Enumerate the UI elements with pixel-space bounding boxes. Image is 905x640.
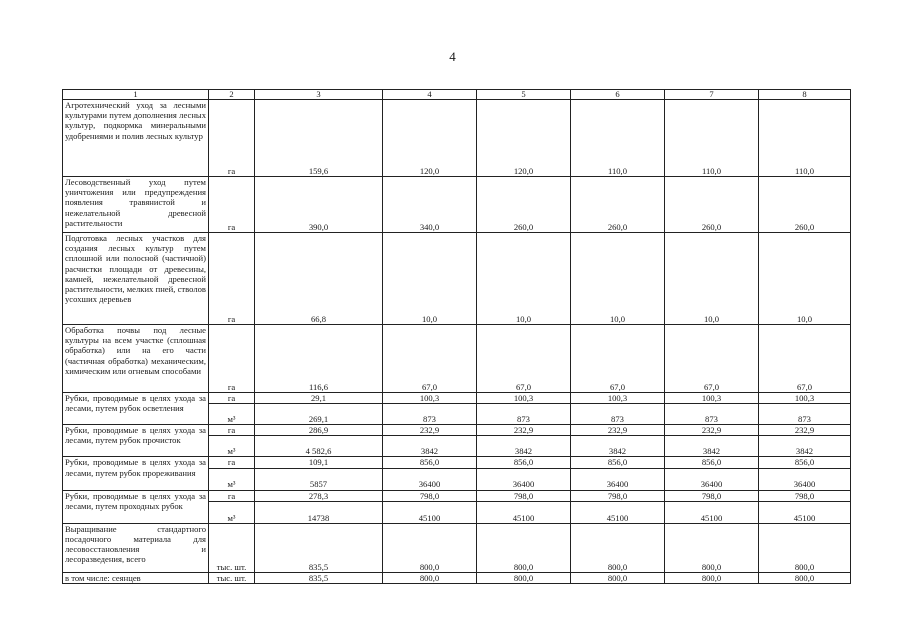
value-cell: 800,0 xyxy=(665,572,759,583)
value-cell: 36400 xyxy=(665,468,759,490)
value-cell: 36400 xyxy=(477,468,571,490)
work-description: Подготовка лесных участков для создания лесных культур путем сплошной или полосной (частичной) расчистки площади от древесины, камней, нежелательной древесной растительности, мелких пней, стволов усохших деревьев xyxy=(63,233,209,325)
value-cell: 800,0 xyxy=(759,572,851,583)
work-description: Лесоводственный уход путем уничтожения или предупреждения появления травянистой и нежелательной древесной растительности xyxy=(63,177,209,233)
value-cell: 260,0 xyxy=(665,177,759,233)
value-cell: 3842 xyxy=(571,436,665,457)
unit-cell: га xyxy=(209,325,255,393)
value-cell: 3842 xyxy=(383,436,477,457)
value-cell: 116,6 xyxy=(255,325,383,393)
value-cell: 4 582,6 xyxy=(255,436,383,457)
value-cell: 800,0 xyxy=(759,523,851,572)
value-cell: 10,0 xyxy=(759,233,851,325)
column-header: 5 xyxy=(477,90,571,100)
value-cell: 856,0 xyxy=(383,457,477,468)
value-cell: 873 xyxy=(477,404,571,425)
value-cell: 110,0 xyxy=(665,100,759,177)
table-row xyxy=(63,572,851,583)
unit-cell: тыс. шт. xyxy=(209,523,255,572)
value-cell: 798,0 xyxy=(383,490,477,501)
value-cell: 798,0 xyxy=(571,490,665,501)
column-header: 2 xyxy=(209,90,255,100)
column-header: 4 xyxy=(383,90,477,100)
table-row xyxy=(63,490,851,501)
table-row xyxy=(63,393,851,404)
value-cell: 232,9 xyxy=(665,425,759,436)
unit-cell: м³ xyxy=(209,501,255,523)
value-cell: 66,8 xyxy=(255,233,383,325)
value-cell: 100,3 xyxy=(383,393,477,404)
value-cell: 800,0 xyxy=(477,572,571,583)
table-row xyxy=(63,325,851,393)
value-cell: 856,0 xyxy=(665,457,759,468)
value-cell: 45100 xyxy=(383,501,477,523)
column-header: 1 xyxy=(63,90,209,100)
value-cell: 798,0 xyxy=(759,490,851,501)
table-row xyxy=(63,177,851,233)
value-cell: 36400 xyxy=(383,468,477,490)
value-cell: 3842 xyxy=(477,436,571,457)
value-cell: 873 xyxy=(571,404,665,425)
value-cell: 260,0 xyxy=(759,177,851,233)
work-description: Агротехнический уход за лесными культурами путем дополнения лесных культур, подкормка минеральными удобрениями и полив лесных культур xyxy=(63,100,209,177)
value-cell: 278,3 xyxy=(255,490,383,501)
value-cell: 159,6 xyxy=(255,100,383,177)
value-cell: 45100 xyxy=(759,501,851,523)
value-cell: 67,0 xyxy=(571,325,665,393)
work-description: в том числе: сеянцев xyxy=(63,572,209,583)
value-cell: 232,9 xyxy=(571,425,665,436)
unit-cell: га xyxy=(209,100,255,177)
value-cell: 67,0 xyxy=(759,325,851,393)
unit-cell: га xyxy=(209,233,255,325)
value-cell: 856,0 xyxy=(759,457,851,468)
value-cell: 340,0 xyxy=(383,177,477,233)
work-description: Выращивание стандартного посадочного материала для лесовосстановления и лесоразведения, всего xyxy=(63,523,209,572)
value-cell: 856,0 xyxy=(477,457,571,468)
value-cell: 29,1 xyxy=(255,393,383,404)
work-description: Обработка почвы под лесные культуры на всем участке (сплошная обработка) или на его части (частичная обработка) механическим, химическим или огневым способами xyxy=(63,325,209,393)
value-cell: 100,3 xyxy=(665,393,759,404)
unit-cell: га xyxy=(209,393,255,404)
value-cell: 45100 xyxy=(571,501,665,523)
value-cell: 856,0 xyxy=(571,457,665,468)
unit-cell: м³ xyxy=(209,436,255,457)
value-cell: 14738 xyxy=(255,501,383,523)
value-cell: 798,0 xyxy=(665,490,759,501)
value-cell: 800,0 xyxy=(571,572,665,583)
header-row xyxy=(63,90,851,100)
unit-cell: га xyxy=(209,457,255,468)
value-cell: 100,3 xyxy=(759,393,851,404)
table-row xyxy=(63,233,851,325)
value-cell: 390,0 xyxy=(255,177,383,233)
value-cell: 800,0 xyxy=(477,523,571,572)
value-cell: 873 xyxy=(665,404,759,425)
value-cell: 109,1 xyxy=(255,457,383,468)
value-cell: 100,3 xyxy=(477,393,571,404)
value-cell: 873 xyxy=(383,404,477,425)
value-cell: 120,0 xyxy=(477,100,571,177)
value-cell: 3842 xyxy=(665,436,759,457)
work-description: Рубки, проводимые в целях ухода за лесами, путем рубок осветления xyxy=(63,393,209,425)
value-cell: 269,1 xyxy=(255,404,383,425)
value-cell: 232,9 xyxy=(477,425,571,436)
table-row xyxy=(63,100,851,177)
unit-cell: га xyxy=(209,177,255,233)
value-cell: 798,0 xyxy=(477,490,571,501)
value-cell: 800,0 xyxy=(383,572,477,583)
value-cell: 36400 xyxy=(759,468,851,490)
value-cell: 45100 xyxy=(477,501,571,523)
table-row xyxy=(63,457,851,468)
value-cell: 800,0 xyxy=(571,523,665,572)
value-cell: 10,0 xyxy=(571,233,665,325)
value-cell: 110,0 xyxy=(759,100,851,177)
column-header: 6 xyxy=(571,90,665,100)
value-cell: 260,0 xyxy=(477,177,571,233)
column-header: 7 xyxy=(665,90,759,100)
value-cell: 800,0 xyxy=(665,523,759,572)
table-row xyxy=(63,523,851,572)
value-cell: 835,5 xyxy=(255,572,383,583)
unit-cell: м³ xyxy=(209,404,255,425)
value-cell: 100,3 xyxy=(571,393,665,404)
value-cell: 3842 xyxy=(759,436,851,457)
column-header: 8 xyxy=(759,90,851,100)
page-number: 4 xyxy=(449,49,456,64)
value-cell: 36400 xyxy=(571,468,665,490)
value-cell: 835,5 xyxy=(255,523,383,572)
work-description: Рубки, проводимые в целях ухода за лесами, путем рубок прочисток xyxy=(63,425,209,457)
value-cell: 5857 xyxy=(255,468,383,490)
value-cell: 120,0 xyxy=(383,100,477,177)
value-cell: 232,9 xyxy=(383,425,477,436)
unit-cell: га xyxy=(209,490,255,501)
value-cell: 67,0 xyxy=(477,325,571,393)
value-cell: 45100 xyxy=(665,501,759,523)
value-cell: 110,0 xyxy=(571,100,665,177)
table-body xyxy=(63,100,851,584)
value-cell: 232,9 xyxy=(759,425,851,436)
value-cell: 800,0 xyxy=(383,523,477,572)
forest-works-table xyxy=(62,89,851,584)
unit-cell: м³ xyxy=(209,468,255,490)
work-description: Рубки, проводимые в целях ухода за лесами, путем проходных рубок xyxy=(63,490,209,523)
value-cell: 10,0 xyxy=(665,233,759,325)
value-cell: 873 xyxy=(759,404,851,425)
unit-cell: тыс. шт. xyxy=(209,572,255,583)
value-cell: 286,9 xyxy=(255,425,383,436)
value-cell: 260,0 xyxy=(571,177,665,233)
value-cell: 10,0 xyxy=(477,233,571,325)
unit-cell: га xyxy=(209,425,255,436)
table-row xyxy=(63,425,851,436)
value-cell: 67,0 xyxy=(665,325,759,393)
work-description: Рубки, проводимые в целях ухода за лесами, путем рубок прореживания xyxy=(63,457,209,490)
value-cell: 67,0 xyxy=(383,325,477,393)
value-cell: 10,0 xyxy=(383,233,477,325)
column-header: 3 xyxy=(255,90,383,100)
